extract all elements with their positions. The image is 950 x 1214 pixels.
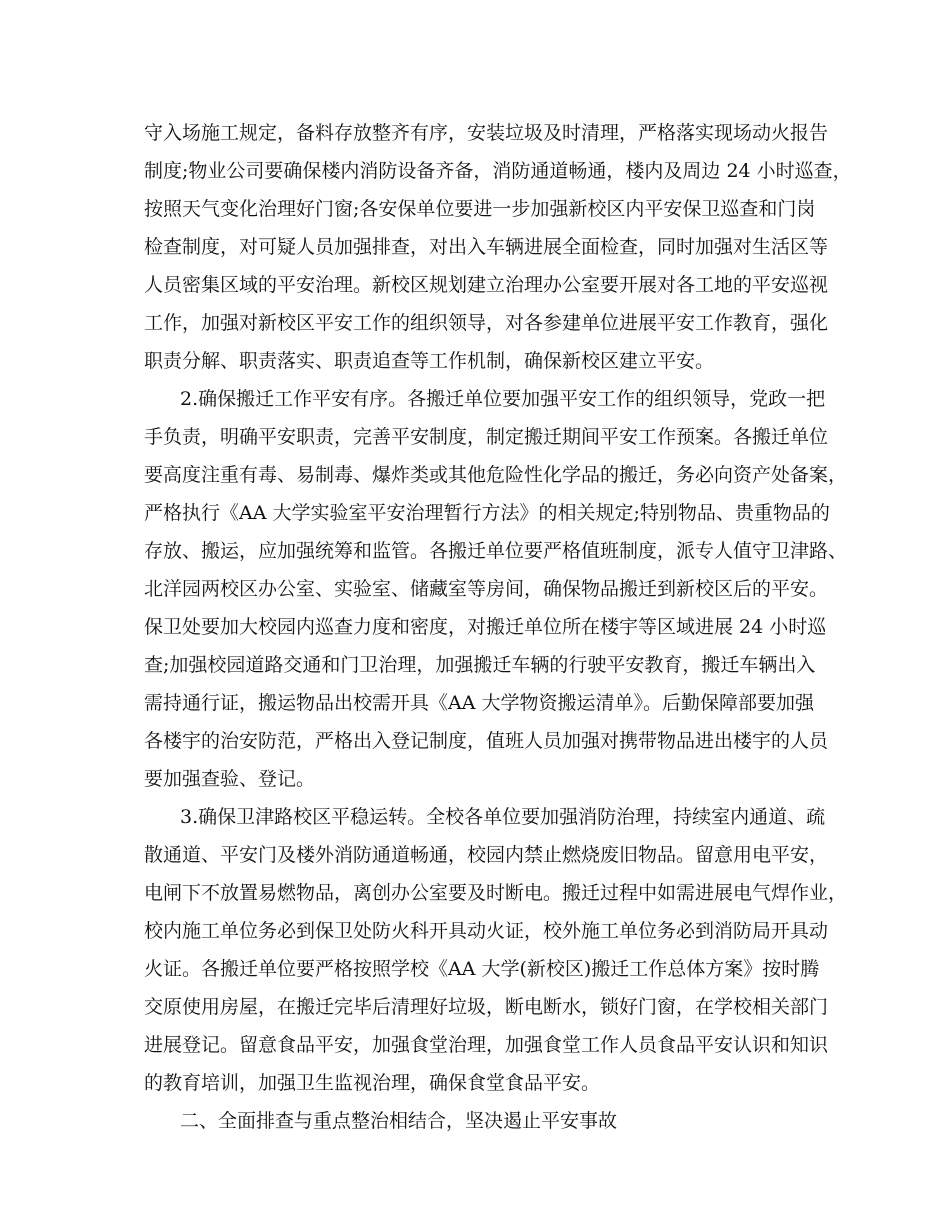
text-line: 散通道、平安门及楼外消防通道畅通，校园内禁止燃烧废旧物品。留意用电平安，: [144, 844, 829, 866]
text-line: 人员密集区域的平安治理。新校区规划建立治理办公室要开展对各工地的平安巡视: [144, 274, 829, 296]
text-line: 校内施工单位务必到保卫处防火科开具动火证，校外施工单位务必到消防局开具动: [144, 920, 829, 942]
text-line: 严格执行《AA 大学实验室平安治理暂行方法》的相关规定;特别物品、贵重物品的: [144, 502, 830, 524]
text-line: 保卫处要加大校园内巡查力度和密度，对搬迁单位所在楼宇等区域进展 24 小时巡: [144, 616, 827, 638]
text-line: 火证。各搬迁单位要严格按照学校《AA 大学(新校区)搬迁工作总体方案》按时腾: [144, 958, 820, 980]
text-line: 电闸下不放置易燃物品，离创办公室要及时断电。搬迁过程中如需进展电气焊作业，: [144, 882, 848, 904]
text-line: 查;加强校园道路交通和门卫治理，加强搬迁车辆的行驶平安教育，搬迁车辆出入: [144, 654, 816, 676]
text-line: 按照天气变化治理好门窗;各安保单位要进一步加强新校区内平安保卫巡查和门岗: [144, 198, 816, 220]
text-line: 工作，加强对新校区平安工作的组织领导，对各参建单位进展平安工作教育，强化: [144, 312, 829, 334]
text-line: 存放、搬运，应加强统筹和监管。各搬迁单位要严格值班制度，派专人值守卫津路、: [144, 540, 848, 562]
text-line: 手负责，明确平安职责，完善平安制度，制定搬迁期间平安工作预案。各搬迁单位: [144, 426, 829, 448]
text-line: 北洋园两校区办公室、实验室、储藏室等房间，确保物品搬迁到新校区后的平安。: [144, 578, 829, 600]
text-line: 职责分解、职责落实、职责追查等工作机制，确保新校区建立平安。: [144, 350, 715, 372]
section-heading: 二、全面排查与重点整治相结合，坚决遏止平安事故: [180, 1110, 618, 1132]
paragraph-start-line: 3.确保卫津路校区平稳运转。全校各单位要加强消防治理，持续室内通道、疏: [180, 806, 826, 828]
text-line: 守入场施工规定，备料存放整齐有序，安装垃圾及时清理，严格落实现场动火报告: [144, 122, 829, 144]
text-line: 交原使用房屋，在搬迁完毕后清理好垃圾，断电断水，锁好门窗，在学校相关部门: [144, 996, 829, 1018]
paragraph-start-line: 2.确保搬迁工作平安有序。各搬迁单位要加强平安工作的组织领导，党政一把: [180, 388, 826, 410]
text-line: 要加强查验、登记。: [144, 768, 316, 790]
text-line: 要高度注重有毒、易制毒、爆炸类或其他危险性化学品的搬迁，务必向资产处备案，: [144, 464, 848, 486]
text-line: 各楼宇的治安防范，严格出入登记制度，值班人员加强对携带物品进出楼宇的人员: [144, 730, 829, 752]
text-line: 进展登记。留意食品平安，加强食堂治理，加强食堂工作人员食品平安认识和知识: [144, 1034, 829, 1056]
text-line: 需持通行证，搬运物品出校需开具《AA 大学物资搬运清单》。后勤保障部要加强: [144, 692, 814, 714]
text-line: 制度;物业公司要确保楼内消防设备齐备，消防通道畅通，楼内及周边 24 小时巡查，: [144, 160, 852, 182]
text-line: 的教育培训，加强卫生监视治理，确保食堂食品平安。: [144, 1072, 601, 1094]
text-line: 检查制度，对可疑人员加强排查，对出入车辆进展全面检查，同时加强对生活区等: [144, 236, 829, 258]
